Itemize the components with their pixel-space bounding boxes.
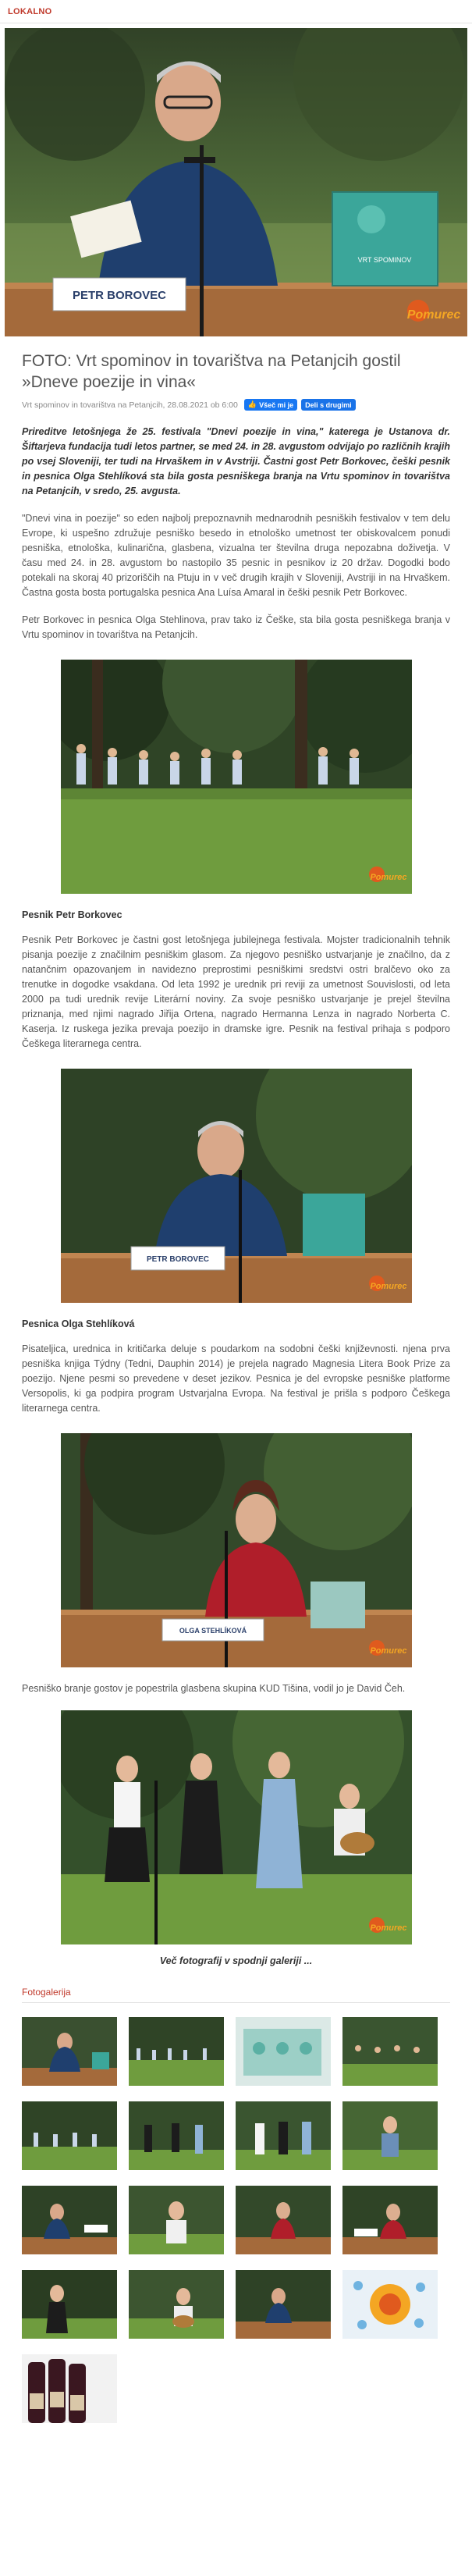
gallery-thumb[interactable]	[22, 2270, 117, 2339]
figure-music-group[interactable]	[61, 1710, 412, 1944]
olga-stehlikova-image	[61, 1433, 412, 1667]
subheading-olga-stehlikova: Pesnica Olga Stehlíková	[22, 1318, 135, 1329]
hero-name-card: PETR BOROVEC	[72, 289, 167, 302]
more-photos-caption: Več fotografij v spodnji galeriji ...	[159, 1955, 313, 1966]
share-label: Deli s drugimi	[305, 400, 352, 409]
article-paragraph-2: Petr Borkovec in pesnica Olga Stehlinova, prav tako iz Češke, sta bila gosta pesniškega branja v Vrtu spominov in tovarištva na Petanjcih.	[22, 614, 450, 640]
gallery-thumb[interactable]	[236, 2101, 331, 2170]
gallery-thumb[interactable]	[22, 2354, 117, 2423]
gallery-thumb[interactable]	[342, 2186, 438, 2254]
article-date: Vrt spominov in tovarištva na Petanjcih, 28.08.2021 ob 6:00	[22, 400, 238, 410]
share-button[interactable]	[301, 399, 356, 411]
gallery-thumb[interactable]	[22, 2101, 117, 2170]
gallery-thumb[interactable]	[236, 2186, 331, 2254]
article-meta	[22, 399, 450, 411]
section-label[interactable]: LOKALNO	[8, 6, 52, 16]
facebook-like-button[interactable]	[244, 399, 297, 411]
article-paragraph-5: Pesniško branje gostov je popestrila glasbena skupina KUD Tišina, vodil jo je David Čeh.	[22, 1683, 406, 1694]
gallery-thumb[interactable]	[129, 2017, 224, 2086]
article-paragraph-4: Pisateljica, urednica in kritičarka deluje s poudarkom na sodobni češki književnosti. njena prva pesniška knjiga Týdny (Tedni, Dauphin 2014) je prejela nagrado Magnesia Litera Book Prize za poezijo. Njene pesmi so prevedene v deset jezikov. Pesnica je del evropske pesniške platforme Versopolis, ki ga podpira program Ustvarjalna Evropa. Na festival je prišla s podporo Češkega literarnega centra.	[22, 1343, 450, 1414]
article-title: FOTO: Vrt spominov in tovarištva na Petanjcih gostil »Dneve poezije in vina«	[22, 352, 401, 391]
figure-olga-stehlikova[interactable]	[61, 1433, 412, 1667]
gallery-heading: Fotogalerija	[22, 1987, 450, 2003]
figure-2-watermark: Pomurec	[369, 1282, 407, 1291]
garden-audience-image	[61, 660, 412, 894]
gallery-thumb[interactable]	[236, 2270, 331, 2339]
facebook-like-label: Všeč mi je	[259, 400, 294, 409]
top-bar	[0, 0, 472, 23]
hero-book-title: VRT SPOMINOV	[357, 256, 412, 264]
article-lead: Prireditve letošnjega že 25. festivala "Dnevi poezije in vina," katerega je Ustanova dr. Šiftarjeva fundacija tudi letos partner, se med 24. in 28. avgustom odvijajo po različnih krajih po vsej Sloveniji, ter tudi na Hrvaškem in v Avstriji. Častni gost Petr Borkovec, češki pesnik in pesnica Olga Stehlíková sta bila gosta pesniškega branja na Vrtu spominov in tovarištva na Petanjcih, v sredo, 25. avgusta.	[22, 426, 450, 496]
figure-4-watermark: Pomurec	[369, 1923, 407, 1933]
music-group-image	[61, 1710, 412, 1944]
gallery-thumb[interactable]	[22, 2186, 117, 2254]
subheading-petr-borkovec: Pesnik Petr Borkovec	[22, 909, 122, 920]
gallery-thumb[interactable]	[22, 2017, 117, 2086]
figure-petr-borkovec[interactable]	[61, 1069, 412, 1303]
gallery-thumb[interactable]	[129, 2186, 224, 2254]
hero-photo-image	[5, 28, 467, 336]
gallery-thumb[interactable]	[129, 2270, 224, 2339]
figure-3-watermark: Pomurec	[369, 1646, 407, 1656]
figure-garden-audience[interactable]	[61, 660, 412, 894]
article-paragraph-3: Pesnik Petr Borkovec je častni gost letošnjega jubilejnega festivala. Mojster tradicionalnih tehnik pisanja poezije z značilnim pesniškim glasom. Za njegovo pesniško ustvarjanje je značilno, da z natančnim opazovanjem in navidezno preprostimi pesniškimi sredstvi ostri bralčevo oko za trenutke in dogodke vsakdana. Od leta 1992 je urednik pri reviji za umetnost Souvislosti, od leta 2000 pa tudi urednik revije Literární noviny. Za svoje pesniško ustvarjanje je prejel številna priznanja, med njimi nagrado Jiřija Ortena, nagrado Hermanna Lenza in nagrado Norberta C. Kaserja. Iz ruskega jezika prevaja poezijo in dramske igre. Pesnik na festival prihaja s podporo Češkega literarnega centra.	[22, 934, 450, 1049]
gallery-thumb[interactable]	[342, 2270, 438, 2339]
gallery-thumb[interactable]	[342, 2017, 438, 2086]
article-paragraph-1: "Dnevi vina in poezije" so eden najbolj prepoznavnih mednarodnih pesniških festivalov v tem delu Evrope, ki uspešno združuje pesniško besedo in etnološko umetnost ter obiskovalcem ponudi pesniška, etnološka, kulinarična, glasbena, vizualna ter številna druga nepozabna doživetja. V času med 24. in 28. avgustom bo nastopilo 35 pesnic in pesnikov iz 20 držav. Dogodki bodo potekali na skoraj 40 prizoriščih na Ptuju in v več drugih krajih v Sloveniji, Avstriji in na Hrvaškem. Častna gosta bosta portugalska pesnica Ana Luísa Amaral in češki pesnik Petr Borkovec.	[22, 513, 450, 598]
hero-photo[interactable]	[5, 28, 467, 336]
figure-3-name-card: OLGA STEHLÍKOVÁ	[179, 1627, 247, 1635]
gallery-thumb[interactable]	[129, 2101, 224, 2170]
page-bottom-spacer	[0, 2423, 472, 2468]
photo-gallery	[22, 2017, 450, 2423]
hero-watermark: Pomurec	[406, 308, 461, 322]
figure-1-watermark: Pomurec	[369, 873, 407, 882]
figure-2-name-card: PETR BOROVEC	[146, 1255, 209, 1264]
gallery-thumb[interactable]	[342, 2101, 438, 2170]
thumbs-up-icon: 👍	[247, 400, 257, 408]
gallery-thumb[interactable]	[236, 2017, 331, 2086]
petr-borkovec-image	[61, 1069, 412, 1303]
